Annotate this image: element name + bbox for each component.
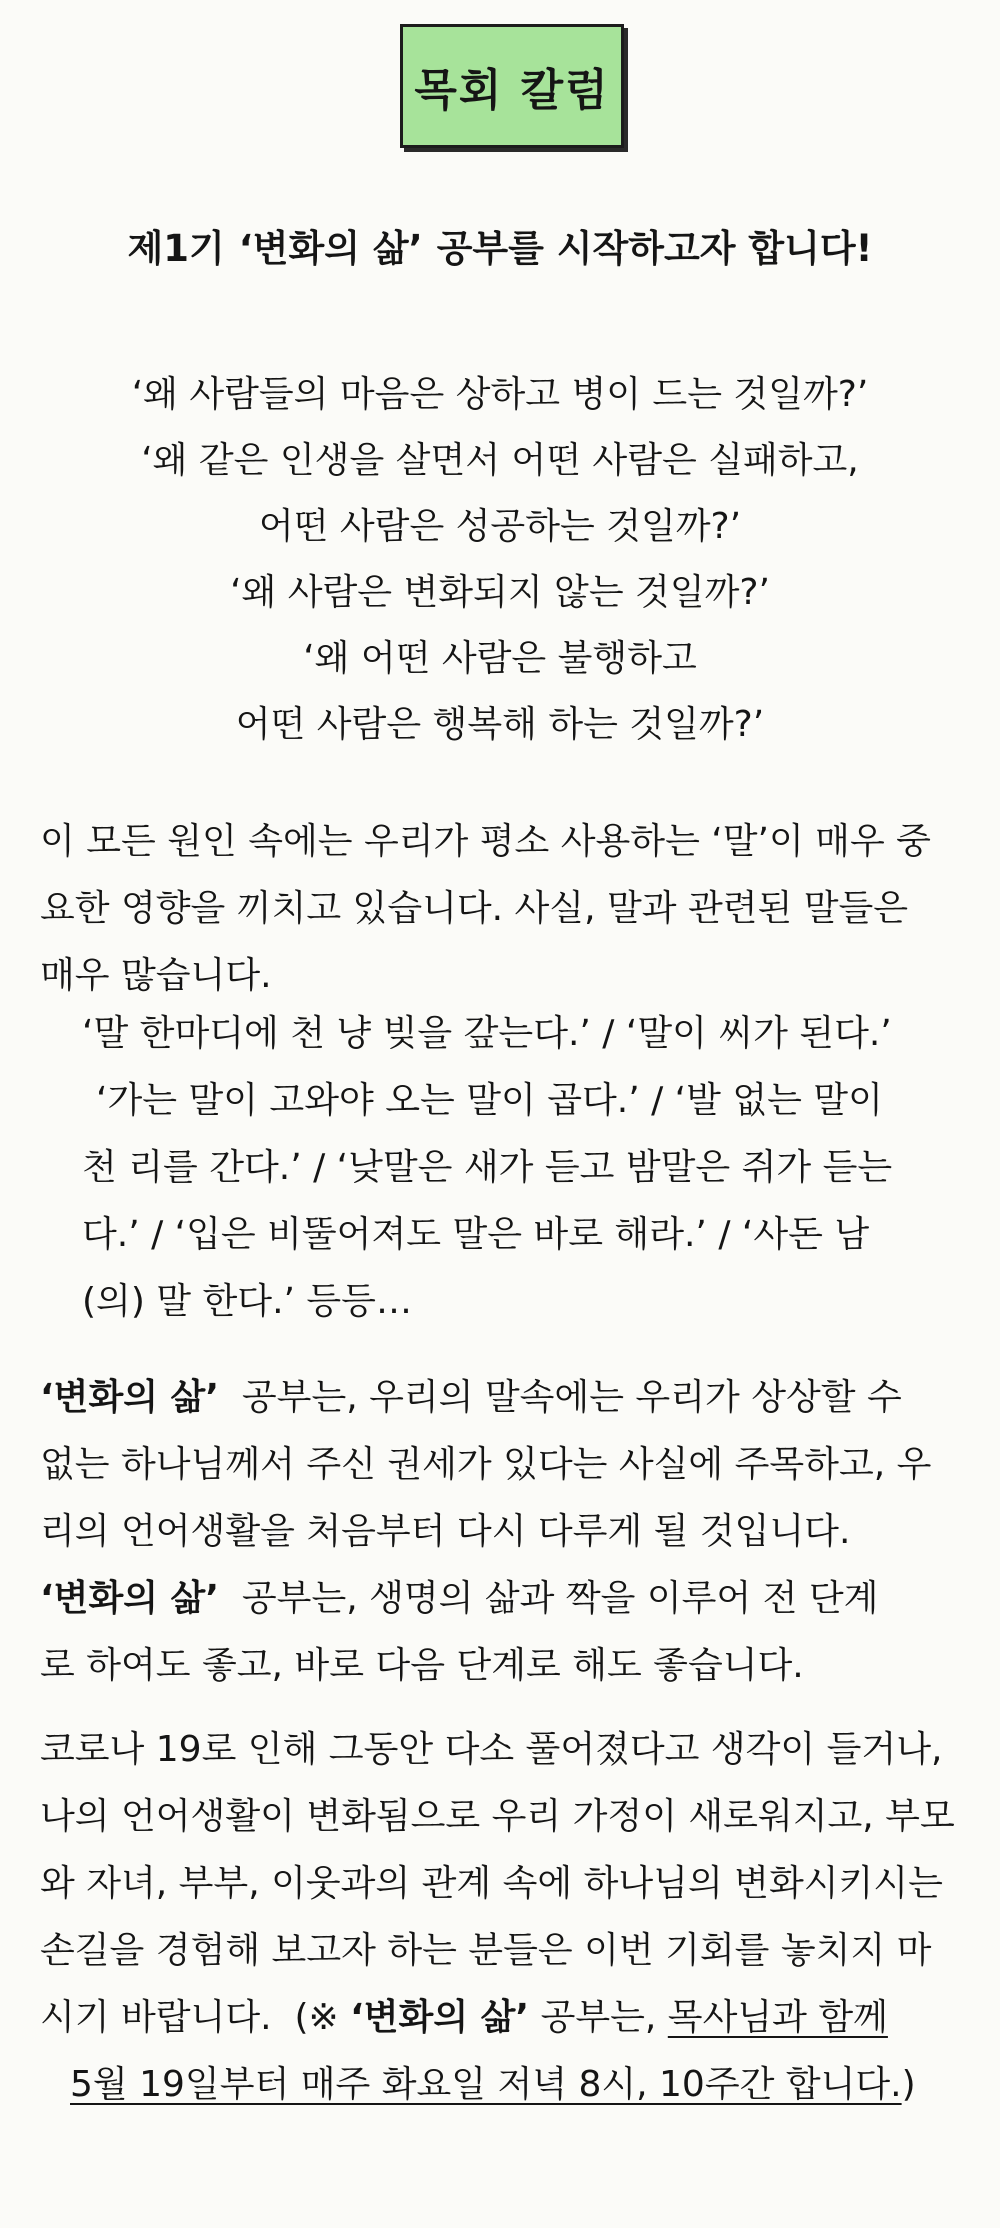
headline [0,218,1000,272]
saying-line: ‘가는 말이 고와야 오는 말이 곱다.’ / ‘발 없는 말이 [96,1080,883,1121]
intro-line: 이 모든 원인 속에는 우리가 평소 사용하는 ‘말’이 매우 중 [40,821,931,862]
course-paragraph [40,1364,975,1699]
column-badge: 목회 칼럼 [400,24,624,148]
invitation-line [40,1984,975,2051]
invitation-line: 코로나 19로 인해 그동안 다소 풀어졌다고 생각이 들거나, [40,1729,943,1770]
schedule-note: 5월 19일부터 매주 화요일 저녁 8시, 10주간 합니다. [70,2064,902,2105]
headline-suffix: 공부를 시작하고자 합니다! [436,227,873,270]
saying-line: 천 리를 간다.’ / ‘낮말은 새가 듣고 밤말은 쥐가 듣는 [82,1147,893,1188]
course-line: 없는 하나님께서 주신 권세가 있다는 사실에 주목하고, 우 [40,1444,932,1485]
headline-prefix: 제1기 [127,227,225,270]
invitation-line: 와 자녀, 부부, 이웃과의 관계 속에 하나님의 변화시키시는 [40,1863,943,1904]
question-line: 어떤 사람은 행복해 하는 것일까?’ [235,704,765,745]
course-line-text: 공부는, 우리의 말속에는 우리가 상상할 수 [241,1377,902,1418]
note-text: 공부는, [540,1997,657,2038]
headline-title: ‘변화의 삶’ [238,227,423,270]
question-line: ‘왜 어떤 사람은 불행하고 [303,638,697,679]
course-line [40,1565,975,1632]
intro-paragraph [40,808,975,1009]
course-name: ‘변화의 삶’ [40,1578,219,1619]
intro-line: 요한 영향을 끼치고 있습니다. 사실, 말과 관련된 말들은 [40,888,909,929]
invitation-paragraph [40,1716,975,2118]
note-open: (※ [294,1997,339,2038]
invitation-line: 나의 언어생활이 변화됨으로 우리 가정이 새로워지고, 부모 [40,1796,955,1837]
course-name: ‘변화의 삶’ [40,1377,219,1418]
invitation-line [40,2051,975,2118]
question-block [60,362,940,758]
course-line-text: 공부는, 생명의 삶과 짝을 이루어 전 단계 [241,1578,879,1619]
question-line: ‘왜 같은 인생을 살면서 어떤 사람은 실패하고, [141,440,859,481]
question-line: ‘왜 사람은 변화되지 않는 것일까?’ [230,572,770,613]
saying-line: (의) 말 한다.’ 등등… [82,1281,412,1322]
course-line [40,1364,975,1431]
schedule-note: 목사님과 함께 [667,1997,888,2038]
invitation-line: 손길을 경험해 보고자 하는 분들은 이번 기회를 놓치지 마 [40,1930,932,1971]
course-line: 리의 언어생활을 처음부터 다시 다루게 될 것입니다. [40,1511,851,1552]
invitation-text: 시기 바랍니다. [40,1997,272,2038]
saying-line: 다.’ / ‘입은 비뚤어져도 말은 바로 해라.’ / ‘사돈 남 [82,1214,870,1255]
question-line: 어떤 사람은 성공하는 것일까?’ [258,506,742,547]
course-line: 로 하여도 좋고, 바로 다음 단계로 해도 좋습니다. [40,1645,804,1686]
sayings-block [82,1000,962,1335]
note-close: ) [901,2064,916,2105]
question-line: ‘왜 사람들의 마음은 상하고 병이 드는 것일까?’ [131,374,869,415]
saying-line: ‘말 한마디에 천 냥 빚을 갚는다.’ / ‘말이 씨가 된다.’ [82,1013,892,1054]
intro-line: 매우 많습니다. [40,955,272,996]
course-name: ‘변화의 삶’ [350,1997,530,2038]
